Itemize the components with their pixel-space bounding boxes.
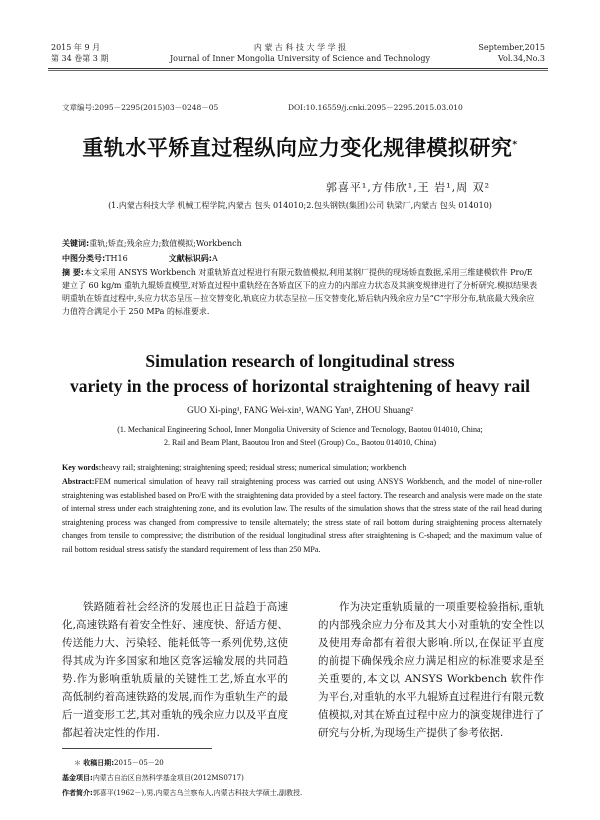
english-keywords — [62, 461, 542, 475]
chinese-affiliation: (1.内蒙古科技大学 机械工程学院,内蒙古 包头 014010;2.包头钢铁(集团)公司 轨梁厂,内蒙古 包头 014010) — [108, 201, 492, 210]
chinese-keywords — [62, 237, 542, 250]
fund-label: 基金项目: — [62, 774, 93, 782]
document-code: A — [212, 254, 218, 263]
article-number: 文章编号:2095－2295(2015)03－0248－05 — [62, 103, 219, 112]
chinese-title — [40, 132, 560, 162]
english-affiliation-line1: (1. Mechanical Engineering School, Inner Mongolia University of Science and Tecnology, Baotou 014010, China; — [117, 425, 483, 434]
header-journal — [150, 42, 450, 64]
footnote-rule — [62, 748, 212, 749]
chinese-keywords-label: 关键词: — [62, 239, 90, 248]
header-rule — [48, 68, 548, 69]
header-issue — [51, 42, 108, 64]
footnote-fund — [62, 771, 542, 786]
footnote-block — [62, 756, 542, 801]
doi: DOI:10.16559/j.cnki.2095－2295.2015.03.010 — [288, 103, 463, 112]
english-authors: GUO Xi-ping¹, FANG Wei-xin¹, WANG Yan¹, ZHOU Shuang² — [187, 405, 413, 415]
header-journal-cn: 内 蒙 古 科 技 大 学 学 报 — [253, 43, 347, 52]
header-rule-thin — [48, 70, 548, 71]
header-volume-en: Vol.34,No.3 — [498, 54, 545, 63]
chinese-abstract-label: 摘 要: — [62, 268, 84, 277]
header-volume-cn: 第 34 卷第 3 期 — [51, 54, 109, 63]
title-footnote-mark: * — [512, 140, 518, 150]
chinese-abstract — [62, 266, 542, 318]
author-bio-label: 作者简介: — [62, 789, 93, 797]
english-title — [40, 349, 560, 399]
header-journal-en: Journal of Inner Mongolia University of Science and Technology — [169, 54, 431, 63]
english-keywords-label: Key words: — [62, 463, 102, 472]
received-label: 收稿日期: — [83, 759, 115, 767]
footnote-author — [62, 786, 542, 801]
english-abstract — [62, 475, 542, 556]
chinese-title-text: 重轨水平矫直过程纵向应力变化规律模拟研究 — [82, 136, 513, 160]
class-label: 中图分类号: — [62, 254, 106, 263]
english-title-line2: variety in the process of horizontal straightening of heavy rail — [70, 376, 530, 396]
chinese-keywords-text: 重轨;矫直;残余应力;数值模拟;Workbench — [89, 239, 242, 248]
fund-text: 内蒙古自治区自然科学基金项目(2012MS0717) — [92, 774, 244, 782]
english-affiliation-line2: 2. Rail and Beam Plant, Baoutou Iron and Steel (Group) Co., Baotou 014010, China) — [164, 438, 436, 447]
english-abstract-label: Abstract: — [62, 477, 95, 486]
body-column-left: 铁路随着社会经济的发展也正日益趋于高速化,高速铁路有着安全性好、速度快、舒适方便、传送能力大、污染轻、能耗低等一系列优势,这使得其成为许多国家和地区竞客运输发展的共同趋势.作为影响重轨质量的关键性工艺,矫直水平的高低制约着高速铁路的发展,而作为重轨生产的最后一道变形工艺,其对重轨的残余应力以及平直度都起着决定性的作用. — [62, 601, 288, 739]
english-title-line1: Simulation research of longitudinal stress — [145, 351, 455, 371]
received-date: 2015－05－20 — [114, 759, 164, 767]
code-label: 文献标识码: — [168, 254, 212, 263]
header-month-en: September,2015 — [478, 43, 545, 52]
chinese-abstract-text: 本文采用 ANSYS Workbench 对重轨矫直过程进行有限元数值模拟,利用某钢厂提供的现场矫直数据,采用三维建模软件 Pro/E 建立了 60 kg/m 重轨九辊矫直模型,对矫直过程中重轨经在各矫直区下的应力的内部应力状态及其演变规律进行了分析研究.模拟结果表明重轨在矫直过程中,头应力状态呈压－拉交替变化,轨底应力状态呈拉－压交替变化,矫后轨内残余应力呈“C”字形分布,轨底最大残余应力值符合满足小于 250 MPa 的标准要求. — [62, 268, 538, 316]
body-column-right: 作为决定重轨质量的一项重要检验指标,重轨的内部残余应力分布及其大小对重轨的安全性以及使用寿命都有着很大影响.所以,在保证平直度的前提下确保残余应力满足相应的标准要求是至关重要的,本文以 ANSYS Workbench 软件作为平台,对重轨的水平九辊矫直过程进行有限元数值模拟,对其在矫直过程中应力的演变规律进行了研究与分析,为现场生产提供了参考依据. — [318, 601, 544, 739]
author-bio-text: 郭喜平(1962－),男,内蒙古乌兰察布人,内蒙古科技大学硕士,副教授. — [92, 789, 303, 797]
english-keywords-text: heavy rail; straightening; straightening speed; residual stress; numerical simulation; workbench — [101, 463, 407, 472]
english-abstract-text: FEM numerical simulation of heavy rail straightening process was carried out using ANSYS Workbench, and the model of nine-roller straightening was established based on Pro/E with the straightening data provided by a steel factory. The research and analysis were made on the state of internal stress under each straightening zone, and its evolution law. The results of the simulation shows that the stress state of the rail head during straightening process was changed from compressive to tensile alternately; the stress state of rail bottom during straightening process alternately changes from tensile to compressive; the distribution of the residual longitudinal stress after straightening is C-shaped; and the maximum value of rail bottom residual stress satisfy the standard requirement of less than 250 MPa. — [62, 477, 542, 554]
header-issue-en — [478, 42, 545, 64]
classification-line — [62, 252, 542, 265]
class-number: TH16 — [105, 254, 128, 263]
footnote-star-icon: ＊ — [74, 759, 84, 767]
english-affiliation — [60, 423, 540, 449]
footnote-received — [62, 756, 542, 771]
header-date: 2015 年 9 月 — [51, 43, 101, 52]
chinese-authors: 郭喜平¹,方伟欣¹,王 岩¹,周 双² — [325, 181, 490, 194]
